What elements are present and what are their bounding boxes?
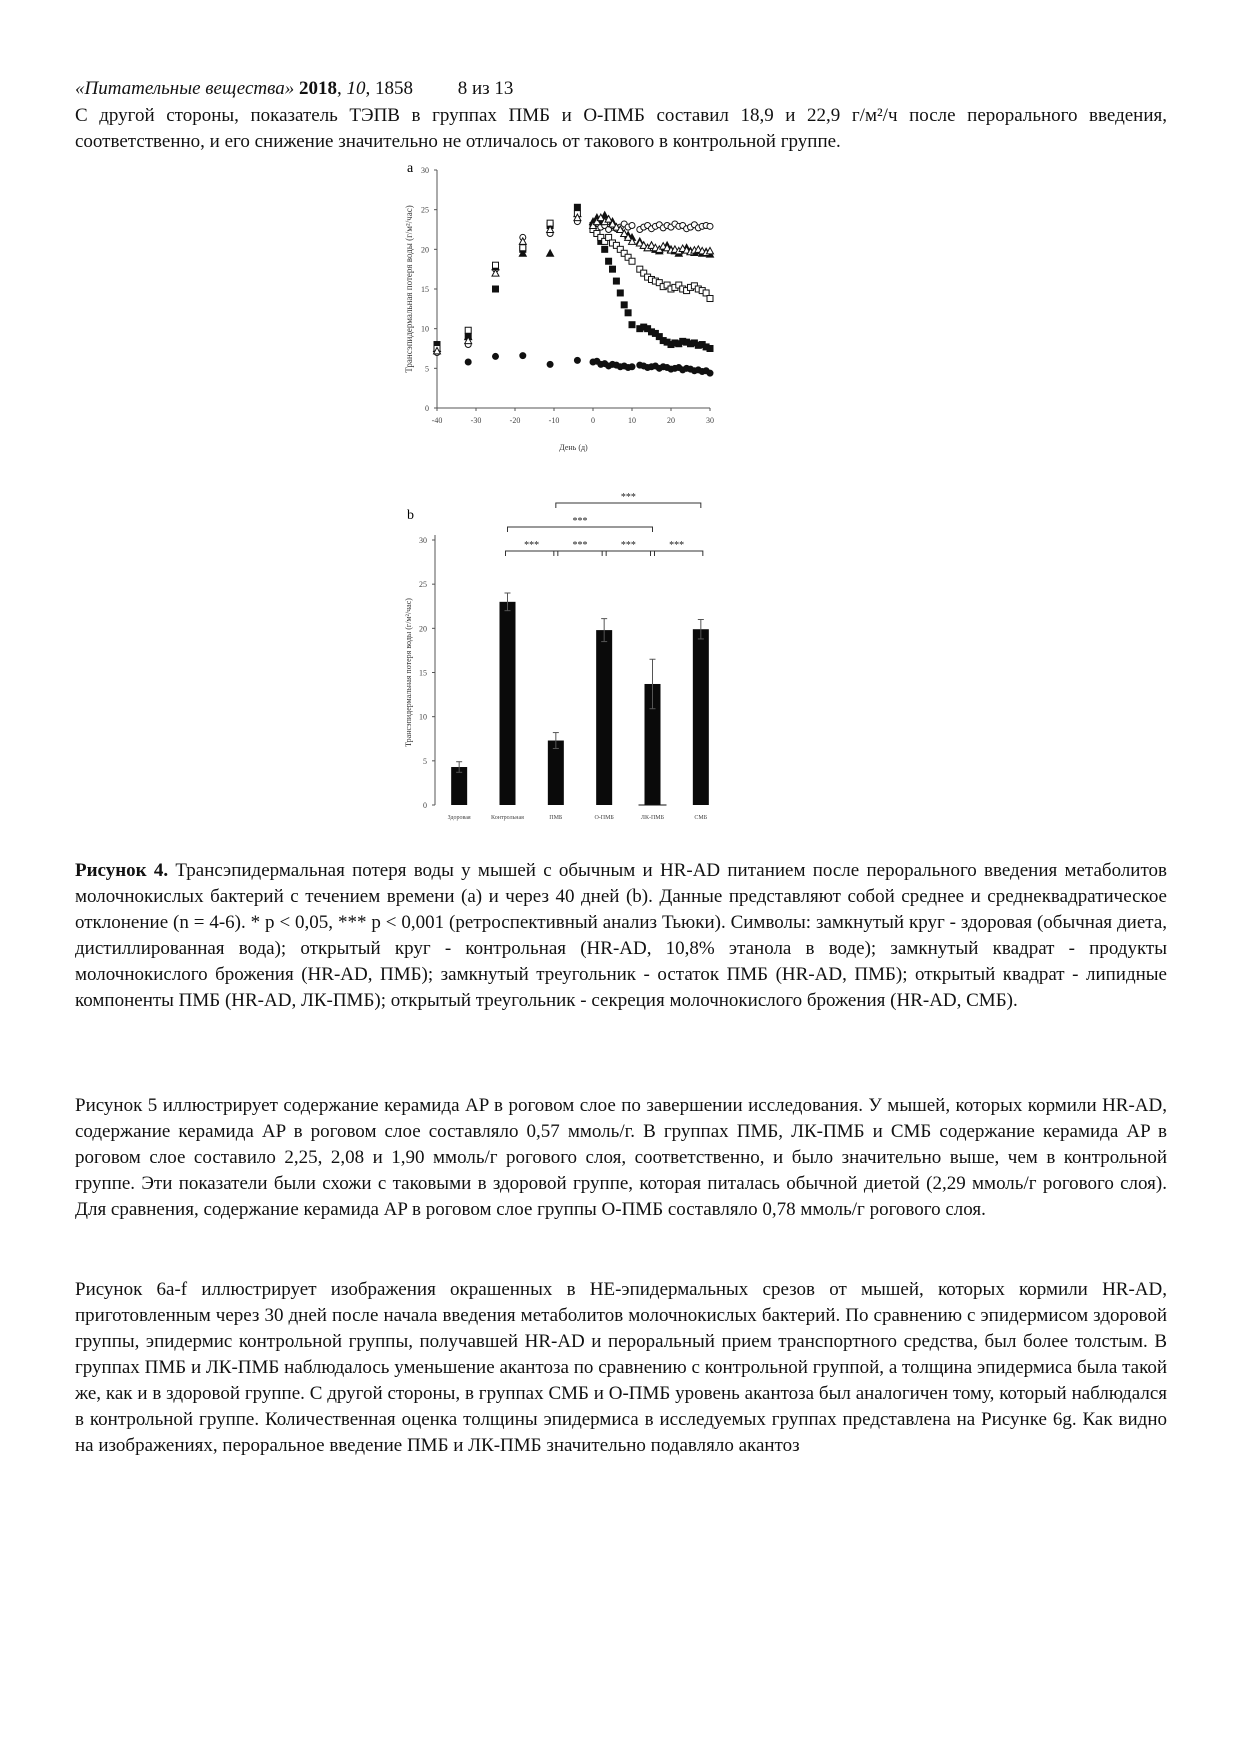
paragraph-intro: С другой стороны, показатель ТЭПВ в группах ПМБ и О-ПМБ составил 18,9 и 22,9 г/м²/ч после перорального введения, соответственно, и его снижение значительно не отличалось от такового в контрольной группе. — [75, 105, 1167, 152]
journal-year: 2018 — [298, 78, 337, 99]
x-tick-label: 30 — [706, 416, 714, 425]
data-point-open-square — [520, 245, 526, 251]
data-point-filled-square — [617, 290, 623, 296]
y-tick-label: 10 — [419, 712, 427, 722]
data-point-open-square — [465, 327, 471, 333]
significance-bracket — [554, 551, 606, 556]
x-tick-label: СМБ — [694, 815, 708, 821]
significance-label: *** — [620, 540, 636, 551]
data-point-filled-circle — [493, 353, 499, 359]
x-tick-label: 20 — [667, 416, 675, 425]
data-point-open-square — [493, 262, 499, 268]
page-header: «Питательные вещества» 2018, 10, 1858 8 из 13 — [75, 78, 514, 99]
y-tick-label: 5 — [423, 756, 427, 766]
x-tick-label: 10 — [628, 416, 636, 425]
x-tick-label: -20 — [509, 416, 521, 425]
data-point-filled-square — [613, 278, 619, 284]
significance-bracket — [556, 503, 701, 508]
data-point-filled-circle — [574, 357, 580, 363]
x-tick-label: О-ПМБ — [594, 815, 614, 821]
significance-bracket — [508, 527, 653, 532]
significance-label: *** — [524, 540, 540, 551]
y-tick-label: 15 — [421, 285, 429, 294]
caption-label: Рисунок 4. — [75, 860, 169, 881]
y-tick-label: 15 — [419, 668, 427, 678]
x-tick-label: -10 — [548, 416, 560, 425]
x-tick-label: -40 — [431, 416, 443, 425]
y-tick-label: 20 — [419, 624, 427, 634]
bar — [548, 741, 564, 805]
bar — [500, 602, 516, 805]
data-point-filled-square — [629, 322, 635, 328]
bar — [596, 630, 612, 805]
bar — [693, 629, 709, 805]
data-point-filled-circle — [547, 361, 553, 367]
article-number: 1858 — [374, 78, 413, 99]
paragraph-histology: Рисунок 6a-f иллюстрирует изображения окрашенных в HE-эпидермальных срезов от мышей, которых кормили HR-AD, приготовленным через 30 дней после начала введения метаболитов молочнокислых бактерий. По сравнению с эпидермисом здоровой группы, эпидермис контрольной группы, получавшей HR-AD и пероральный прием транспортного средства, был более толстым. В группах ПМБ и ЛК-ПМБ наблюдалось уменьшение акантоза по сравнению с контрольной группой, а толщина эпидермиса была такой же, как и в здоровой группе. С другой стороны, в группах СМБ и О-ПМБ уровень акантоза был аналогичен тому, который наблюдался в контрольной группе. Количественная оценка толщины эпидермиса в исследуемых группах представлена на Рисунке 6g. Как видно на изображениях, пероральное введение ПМБ и ЛК-ПМБ значительно подавляло акантоз — [75, 1279, 1167, 1456]
x-tick-label: ПМБ — [549, 815, 563, 821]
data-point-filled-square — [707, 346, 713, 352]
x-tick-label: 0 — [591, 416, 595, 425]
y-axis-label: Трансэпидермальная потеря воды (г/м²/час) — [404, 205, 414, 373]
data-point-filled-square — [606, 258, 612, 264]
y-tick-label: 25 — [419, 580, 427, 590]
x-tick-label: ЛК-ПМБ — [640, 815, 665, 821]
y-axis-label: Трансэпидермальная потеря воды (г/м²/час) — [404, 598, 413, 747]
data-point-filled-square — [625, 310, 631, 316]
journal-name: «Питательные вещества» — [75, 78, 295, 99]
page-number: 8 из 13 — [457, 78, 514, 99]
y-tick-label: 0 — [423, 801, 427, 810]
y-tick-label: 25 — [421, 205, 429, 215]
data-point-filled-square — [621, 302, 627, 308]
significance-label: *** — [620, 492, 636, 503]
data-point-filled-circle — [520, 353, 526, 359]
x-tick-label: -30 — [470, 416, 482, 425]
data-point-open-square — [707, 296, 713, 302]
data-point-open-square — [629, 258, 635, 264]
y-tick-label: 0 — [425, 404, 429, 413]
data-point-open-circle — [629, 223, 635, 229]
y-tick-label: 10 — [421, 324, 429, 334]
significance-label: *** — [572, 516, 588, 527]
data-point-filled-circle — [707, 370, 713, 376]
journal-volume: 10 — [346, 78, 366, 99]
figure-caption — [75, 858, 1167, 1014]
panel-label-a: a — [407, 161, 414, 176]
data-point-filled-circle — [629, 364, 635, 370]
y-tick-label: 20 — [421, 245, 429, 255]
x-axis-label: День (д) — [559, 443, 588, 452]
caption-text: Трансэпидермальная потеря воды у мышей с обычным и HR-AD питанием после перорального введения метаболитов молочнокислых бактерий с течением времени (a) и через 40 дней (b). Данные представляют собой среднее и среднеквадратическое отклонение (n = 4-6). * p < 0,05, *** p < 0,001 (ретроспективный анализ Тьюки). Символы: замкнутый круг - здоровая (обычная диета, дистиллированная вода); открытый круг - контрольная (HR-AD, 10,8% этанола в воде); замкнутый квадрат - продукты молочнокислого брожения (HR-AD, ПМБ); замкнутый треугольник - остаток ПМБ (HR-AD, ПМБ); открытый квадрат - липидные компоненты ПМБ (HR-AD, ЛК-ПМБ); открытый треугольник - секреция молочнокислого брожения (HR-AD, СМБ). — [75, 860, 1167, 1011]
x-tick-label: Здоровая — [447, 815, 471, 821]
significance-bracket — [506, 551, 558, 556]
data-point-filled-square — [610, 266, 616, 272]
panel-label-b: b — [407, 508, 414, 523]
significance-label: *** — [669, 540, 685, 551]
data-point-filled-triangle — [547, 250, 554, 256]
x-tick-label: Контрольная — [491, 815, 524, 821]
significance-bracket — [651, 551, 703, 556]
y-tick-label: 30 — [419, 536, 427, 545]
data-point-filled-square — [602, 246, 608, 252]
paragraph-ceramide: Рисунок 5 иллюстрирует содержание керамида AP в роговом слое по завершении исследования. У мышей, которых кормили HR-AD, содержание керамида AP в роговом слое составляло 0,57 ммоль/г. В группах ПМБ, ЛК-ПМБ и СМБ содержание керамида AP в роговом слое составило 2,25, 2,08 и 1,90 ммоль/г рогового слоя, соответственно, и было значительно выше, чем в контрольной группе. Эти показатели были схожи с таковыми в здоровой группе, которая питалась обычной диетой (2,29 ммоль/г рогового слоя). Для сравнения, содержание керамида AP в роговом слое группы О-ПМБ составляло 0,78 ммоль/г рогового слоя. — [75, 1095, 1167, 1220]
y-tick-label: 5 — [425, 364, 429, 374]
data-point-open-circle — [707, 223, 713, 229]
significance-bracket — [602, 551, 654, 556]
data-point-filled-circle — [465, 359, 471, 365]
significance-label: *** — [572, 540, 588, 551]
y-tick-label: 30 — [421, 166, 429, 175]
figure-4a-chart — [405, 158, 835, 488]
data-point-filled-square — [493, 286, 499, 292]
figure-4b-chart — [404, 492, 835, 840]
